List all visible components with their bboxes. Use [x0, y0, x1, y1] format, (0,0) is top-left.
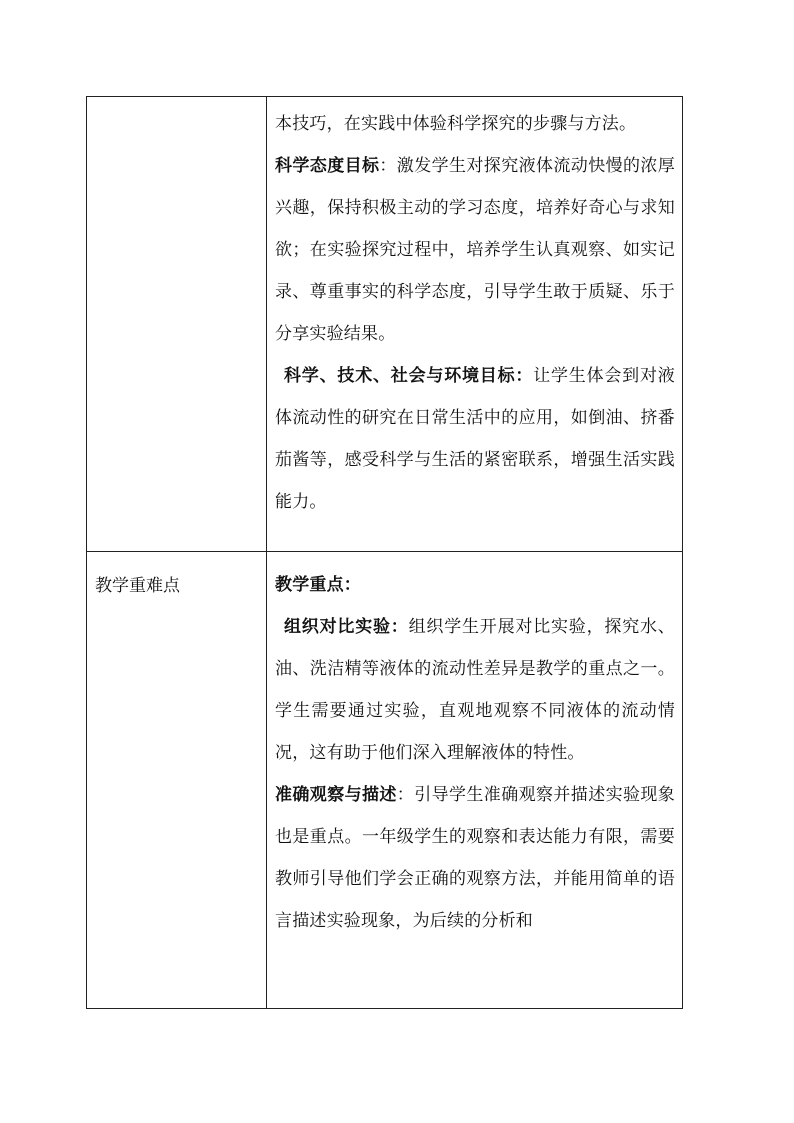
row-content-cell — [267, 552, 683, 1009]
paragraph — [275, 564, 675, 606]
row-label: 教学重难点 — [95, 576, 180, 596]
paragraph-heading: 科学态度目标 — [275, 156, 380, 176]
paragraph-heading: 准确观察与描述 — [275, 785, 397, 805]
paragraph-text: ：激发学生对探究液体流动快慢的浓厚兴趣，保持积极主动的学习态度，培养好奇心与求知欲；在实验探究过程中，培养学生认真观察、如实记录、尊重事实的科学态度，引导学生敢于质疑、乐于分享实验结果。 — [275, 156, 675, 344]
paragraph-heading: 科学、技术、社会与环境目标： — [284, 366, 534, 386]
paragraph-heading: 教学重点： — [275, 575, 361, 595]
paragraph-heading: 组织对比实验： — [284, 617, 409, 637]
table-row — [87, 552, 683, 1009]
paragraph-text: 让学生体会到对液体流动性的研究在日常生活中的应用，如倒油、挤番茄酱等，感受科学与生活的紧密联系，增强生活实践能力。 — [275, 366, 675, 512]
paragraph — [275, 103, 675, 145]
paragraph — [275, 774, 675, 942]
row-label-cell — [87, 97, 267, 552]
row-label-cell — [87, 552, 267, 1009]
paragraph-text: ：引导学生准确观察并描述实验现象也是重点。一年级学生的观察和表达能力有限，需要教师引导他们学会正确的观察方法，并能用简单的语言描述实验现象，为后续的分析和 — [275, 785, 675, 931]
paragraph — [275, 606, 675, 774]
row-content-cell — [267, 97, 683, 552]
paragraph — [275, 355, 675, 523]
lesson-plan-table — [86, 96, 683, 1009]
paragraph-text: 组织学生开展对比实验，探究水、油、洗洁精等液体的流动性差异是教学的重点之一。学生需要通过实验，直观地观察不同液体的流动情况，这有助于他们深入理解液体的特性。 — [275, 617, 676, 763]
paragraph-text: 本技巧，在实践中体验科学探究的步骤与方法。 — [275, 114, 637, 134]
paragraph — [275, 145, 675, 355]
table-row — [87, 97, 683, 552]
